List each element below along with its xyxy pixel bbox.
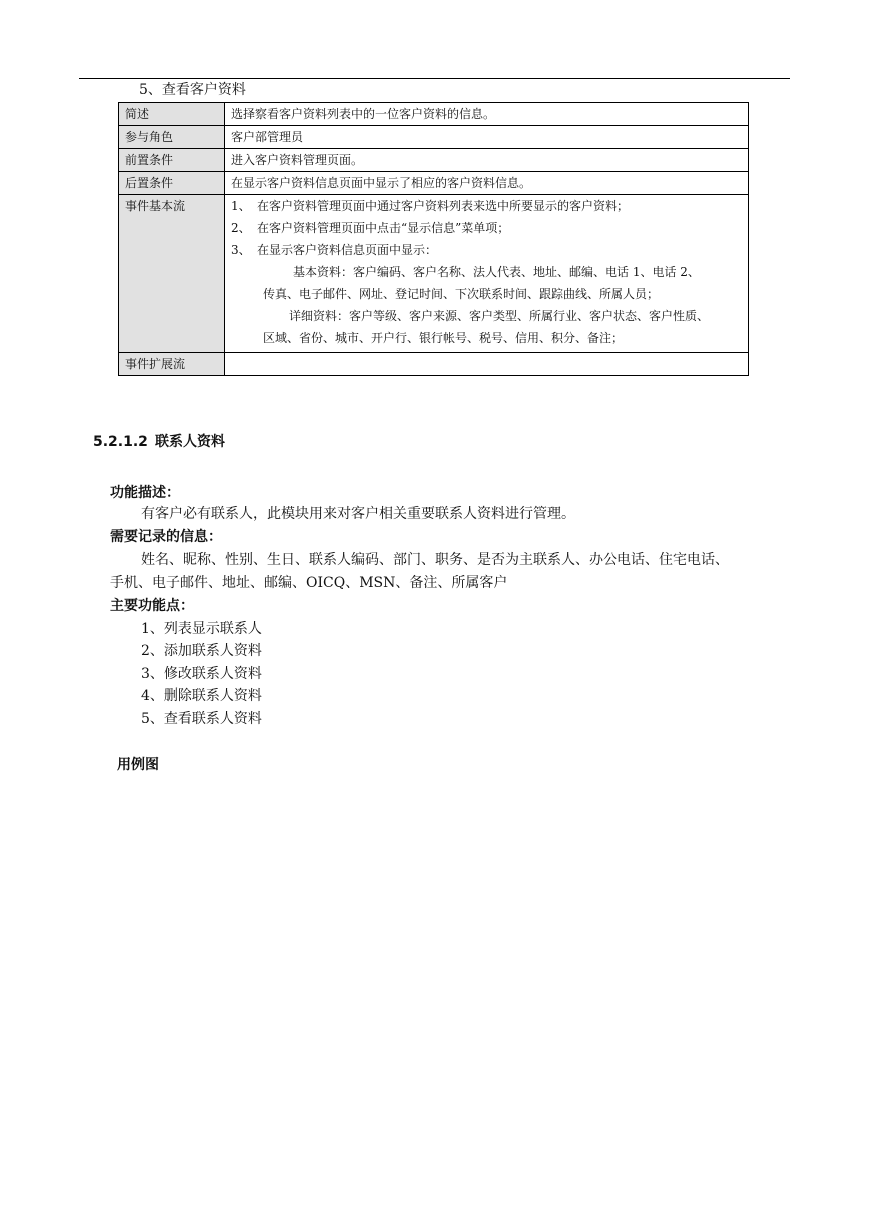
row-value [225, 353, 749, 376]
step-text: 在显示客户资料信息页面中显示： [257, 243, 438, 257]
table-row [119, 126, 749, 149]
flow-step [231, 217, 742, 239]
table-row-extension-flow [119, 353, 749, 376]
table-row [119, 103, 749, 126]
flow-detail-line: 区域、省份、城市、开户行、银行帐号、税号、信用、积分、备注； [263, 331, 624, 345]
basic-flow-cell [225, 195, 749, 353]
flow-step [231, 239, 742, 261]
header-rule [79, 78, 790, 79]
row-label: 前置条件 [119, 149, 225, 172]
row-value: 进入客户资料管理页面。 [225, 149, 749, 172]
info-line-1: 姓名、昵称、性别、生日、联系人编码、部门、职务、是否为主联系人、办公电话、住宅电话、 [141, 552, 729, 568]
row-value: 选择察看客户资料列表中的一位客户资料的信息。 [225, 103, 749, 126]
section-title: 5、查看客户资料 [139, 82, 246, 98]
flow-detail-line: 基本资料：客户编码、客户名称、法人代表、地址、邮编、电话 1、电话 2、 [293, 265, 700, 279]
main-point-item: 1、列表显示联系人 [141, 621, 262, 637]
row-label: 后置条件 [119, 172, 225, 195]
flow-step [231, 195, 742, 217]
step-text: 在客户资料管理页面中通过客户资料列表来选中所要显示的客户资料； [257, 199, 630, 213]
main-points-label: 主要功能点： [110, 598, 194, 614]
flow-detail-line: 传真、电子邮件、网址、登记时间、下次联系时间、跟踪曲线、所属人员； [263, 287, 660, 301]
row-label: 简述 [119, 103, 225, 126]
row-label: 事件扩展流 [119, 353, 225, 376]
row-label: 参与角色 [119, 126, 225, 149]
flow-detail-line: 详细资料：客户等级、客户来源、客户类型、所属行业、客户状态、客户性质、 [289, 309, 710, 323]
main-point-item: 3、修改联系人资料 [141, 666, 262, 682]
usecase-label: 用例图 [117, 757, 159, 773]
step-number: 1、 [231, 199, 251, 213]
row-value: 在显示客户资料信息页面中显示了相应的客户资料信息。 [225, 172, 749, 195]
table-row [119, 149, 749, 172]
main-point-item: 4、删除联系人资料 [141, 688, 262, 704]
row-label: 事件基本流 [119, 195, 225, 353]
info-line-2: 手机、电子邮件、地址、邮编、OICQ、MSN、备注、所属客户 [110, 575, 508, 591]
row-value: 客户部管理员 [225, 126, 749, 149]
step-number: 3、 [231, 243, 251, 257]
use-case-table [118, 102, 749, 376]
main-point-item: 5、查看联系人资料 [141, 711, 262, 727]
section-heading [93, 431, 225, 451]
func-desc-text: 有客户必有联系人，此模块用来对客户相关重要联系人资料进行管理。 [141, 506, 575, 522]
step-number: 2、 [231, 221, 251, 235]
heading-title: 联系人资料 [155, 434, 225, 450]
table-row [119, 172, 749, 195]
info-label: 需要记录的信息： [110, 529, 222, 545]
func-desc-label: 功能描述： [110, 485, 180, 501]
step-text: 在客户资料管理页面中点击“显示信息”菜单项； [257, 221, 510, 235]
table-row-basic-flow [119, 195, 749, 353]
main-point-item: 2、添加联系人资料 [141, 643, 262, 659]
heading-number: 5.2.1.2 [93, 434, 148, 450]
